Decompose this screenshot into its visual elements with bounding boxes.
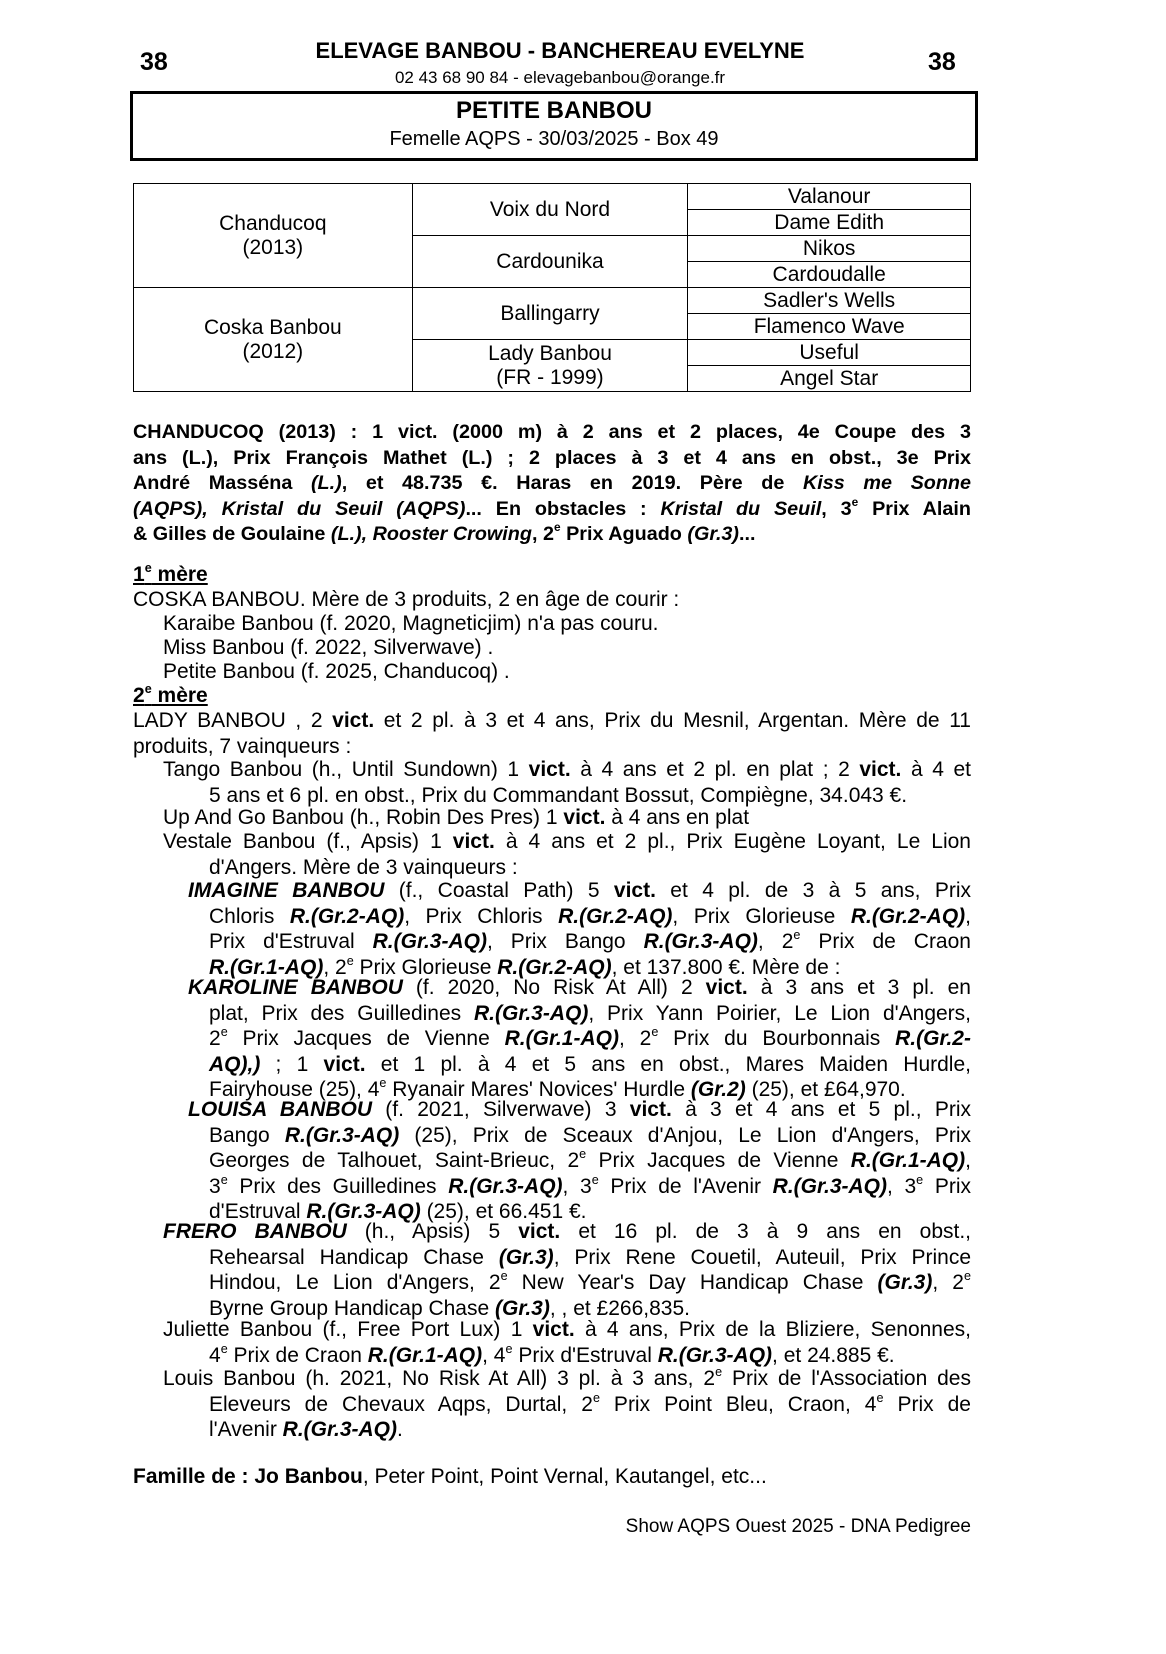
produce-juliette: Juliette Banbou (f., Free Port Lux) 1 vict. à 4 ans, Prix de la Bliziere, Senonnes, 4e Prix de Craon R.(Gr.1-AQ), 4e Prix d'Estruval R.(Gr.3-AQ), et 24.885 €.: [163, 1318, 971, 1367]
produce-louis: Louis Banbou (h. 2021, No Risk At All) 3 pl. à 3 ans, 2e Prix de l'Association des Eleveurs de Chevaux Aqps, Durtal, 2e Prix Point Bleu, Craon, 4e Prix de l'Avenir R.(Gr.3-AQ).: [163, 1365, 971, 1442]
ggp-cell: Nikos: [688, 236, 971, 262]
sire-sire-cell: Voix du Nord: [412, 184, 688, 236]
horse-name: PETITE BANBOU: [455, 97, 652, 124]
page-number-right: 38: [928, 48, 956, 76]
dam-cell: Coska Banbou (2012): [134, 288, 413, 392]
produce-item: Karaibe Banbou (f. 2020, Magneticjim) n'a pas couru.: [163, 612, 659, 635]
sire-dam-cell: Cardounika: [412, 236, 688, 288]
produce-item: Petite Banbou (f. 2025, Chanducoq) .: [163, 660, 510, 683]
dam-dam-cell: Lady Banbou (FR - 1999): [412, 340, 688, 392]
first-dam-intro: COSKA BANBOU. Mère de 3 produits, 2 en âge de courir :: [133, 588, 680, 611]
breeder-name: ELEVAGE BANBOU - BANCHEREAU EVELYNE: [315, 38, 805, 63]
footer: Show AQPS Ouest 2025 - DNA Pedigree: [625, 1516, 971, 1537]
ggp-cell: Useful: [688, 340, 971, 366]
ggp-cell: Dame Edith: [688, 210, 971, 236]
ggp-cell: Flamenco Wave: [688, 314, 971, 340]
dam-sire-cell: Ballingarry: [412, 288, 688, 340]
ggp-cell: Sadler's Wells: [688, 288, 971, 314]
produce-imagine: IMAGINE BANBOU (f., Coastal Path) 5 vict. et 4 pl. de 3 à 5 ans, Prix Chloris R.(Gr.2-AQ), Prix Chloris R.(Gr.2-AQ), Prix Glorieuse R.(Gr.2-AQ), Prix d'Estruval R.(Gr.3-AQ), Prix Bango R.(Gr.3-AQ), 2e Prix de Craon R.(Gr.1-AQ), 2e Prix Glorieuse R.(Gr.2-AQ), et 137.800 €. Mère de :: [188, 879, 971, 979]
second-dam-intro: LADY BANBOU , 2 vict. et 2 pl. à 3 et 4 ans, Prix du Mesnil, Argentan. Mère de 11 produits, 7 vainqueurs :: [133, 709, 971, 758]
produce-upandgo: Up And Go Banbou (h., Robin Des Pres) 1 vict. à 4 ans en plat: [163, 806, 750, 829]
second-dam-heading: 2e mère: [133, 682, 208, 707]
ggp-cell: Valanour: [688, 184, 971, 210]
horse-info: Femelle AQPS - 30/03/2025 - Box 49: [389, 128, 719, 150]
ggp-cell: Cardoudalle: [688, 262, 971, 288]
ggp-cell: Angel Star: [688, 366, 971, 392]
breeder-contact: 02 43 68 90 84 - elevagebanbou@orange.fr: [394, 68, 726, 87]
family-line: Famille de : Jo Banbou, Peter Point, Point Vernal, Kautangel, etc...: [133, 1465, 767, 1488]
sire-description: CHANDUCOQ (2013) : 1 vict. (2000 m) à 2 ans et 2 places, 4e Coupe des 3 ans (L.), Prix François Mathet (L.) ; 2 places à 3 et 4 ans en obst., 3e Prix André Masséna (L.), et 48.735 €. Haras en 2019. Père de Kiss me Sonne (AQPS), Kristal du Seuil (AQPS)... En obstacles : Kristal du Seuil, 3e Prix Alain & Gilles de Goulaine (L.), Rooster Crowing, 2e Prix Aguado (Gr.3)...: [133, 421, 972, 545]
produce-frero: FRERO BANBOU (h., Apsis) 5 vict. et 16 pl. de 3 à 9 ans en obst., Rehearsal Handicap Chase (Gr.3), Prix Rene Couetil, Auteuil, Prix Prince Hindou, Le Lion d'Angers, 2e New Year's Day Handicap Chase (Gr.3), 2e Byrne Group Handicap Chase (Gr.3), , et £266,835.: [163, 1220, 972, 1320]
produce-karoline: KAROLINE BANBOU (f. 2020, No Risk At All) 2 vict. à 3 ans et 3 pl. en plat, Prix des Guilledines R.(Gr.3-AQ), Prix Yann Poirier, Le Lion d'Angers, 2e Prix Jacques de Vienne R.(Gr.1-AQ), 2e Prix du Bourbonnais R.(Gr.2- AQ),) ; 1 vict. et 1 pl. à 4 et 5 ans en obst., Mares Maiden Hurdle, Fairyhouse (25), 4e Ryanair Mares' Novices' Hurdle (Gr.2) (25), et £64,970.: [188, 976, 972, 1102]
pedigree-table: [133, 183, 971, 392]
produce-item: Miss Banbou (f. 2022, Silverwave) .: [163, 636, 494, 659]
first-dam-heading: 1e mère: [133, 561, 208, 586]
sire-cell: Chanducoq (2013): [134, 184, 413, 288]
produce-tango: Tango Banbou (h., Until Sundown) 1 vict. à 4 ans et 2 pl. en plat ; 2 vict. à 4 et 5 ans et 6 pl. en obst., Prix du Commandant Bossut, Compiègne, 34.043 €.: [163, 758, 971, 807]
horse-title-box: [130, 91, 978, 161]
page-number-left: 38: [140, 48, 168, 76]
produce-vestale: Vestale Banbou (f., Apsis) 1 vict. à 4 ans et 2 pl., Prix Eugène Loyant, Le Lion d'Angers. Mère de 3 vainqueurs :: [163, 830, 971, 879]
produce-louisa: LOUISA BANBOU (f. 2021, Silverwave) 3 vict. à 3 et 4 ans et 5 pl., Prix Bango R.(Gr.3-AQ) (25), Prix de Sceaux d'Anjou, Le Lion d'Angers, Prix Georges de Talhouet, Saint-Brieuc, 2e Prix Jacques de Vienne R.(Gr.1-AQ), 3e Prix des Guilledines R.(Gr.3-AQ), 3e Prix de l'Avenir R.(Gr.3-AQ), 3e Prix d'Estruval R.(Gr.3-AQ) (25), et 66.451 €.: [188, 1098, 971, 1224]
